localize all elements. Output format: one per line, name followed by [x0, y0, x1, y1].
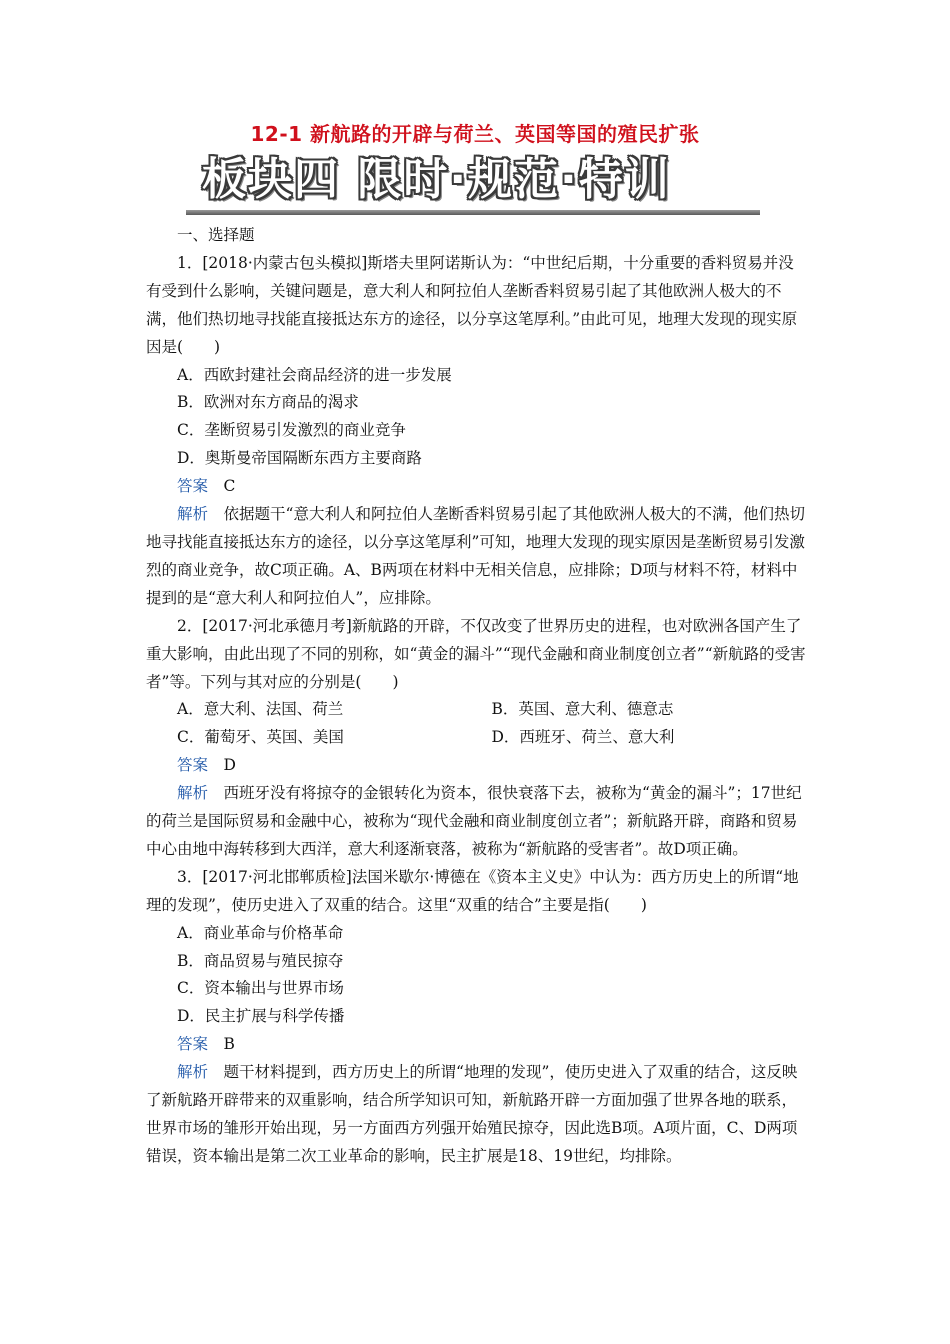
answer-label: 答案	[177, 477, 209, 496]
question-content	[146, 222, 806, 1171]
question-2-options-row-2	[146, 724, 806, 752]
analysis-text: 题干材料提到，西方历史上的所谓“地理的发现”，使历史进入了双重的结合，这反映了新航路开辟带来的双重影响，结合所学知识可知，新航路开辟一方面加强了世界各地的联系，世界市场的雏形开始出现，另一方面西方列强开始殖民掠夺，因此选B项。A项片面，C、D两项错误，资本输出是第二次工业革命的影响，民主扩展是18、19世纪，均排除。	[146, 1063, 798, 1165]
question-2-analysis	[146, 780, 806, 864]
answer-label: 答案	[177, 756, 209, 775]
question-1-option-b: B．欧洲对东方商品的渴求	[177, 393, 359, 412]
question-1-stem: 1．[2018·内蒙古包头模拟]斯塔夫里阿诺斯认为：“中世纪后期，十分重要的香料贸易并没有受到什么影响，关键问题是，意大利人和阿拉伯人垄断香料贸易引起了其他欧洲人极大的不满，他们热切地寻找能直接抵达东方的途径，以分享这笔厚利。”由此可见，地理大发现的现实原因是( )	[146, 253, 798, 356]
answer-value: D	[223, 756, 236, 775]
question-1-option-d: D．奥斯曼帝国隔断东西方主要商路	[177, 449, 422, 468]
question-1-answer	[146, 473, 806, 501]
question-2-options-row-1	[146, 696, 806, 724]
analysis-label: 解析	[177, 1063, 209, 1082]
analysis-text: 西班牙没有将掠夺的金银转化为资本，很快衰落下去，被称为“黄金的漏斗”；17世纪的荷兰是国际贸易和金融中心，被称为“现代金融和商业制度创立者”；新航路开辟，商路和贸易中心由地中海转移到大西洋，意大利逐渐衰落，被称为“新航路的受害者”。故D项正确。	[146, 784, 802, 858]
question-2-answer	[146, 752, 806, 780]
question-2-option-a: A．意大利、法国、荷兰	[177, 700, 344, 719]
question-3-option-d: D．民主扩展与科学传播	[177, 1007, 345, 1026]
question-2-option-b: B．英国、意大利、德意志	[491, 700, 674, 719]
banner-underline	[186, 210, 760, 215]
answer-value: C	[223, 477, 236, 496]
page-title: 12-1 新航路的开辟与荷兰、英国等国的殖民扩张	[250, 122, 700, 146]
analysis-label: 解析	[177, 784, 209, 803]
question-3-stem: 3．[2017·河北邯郸质检]法国米歇尔·博德在《资本主义史》中认为：西方历史上的所谓“地理的发现”，使历史进入了双重的结合。这里“双重的结合”主要是指( )	[146, 867, 799, 914]
analysis-label: 解析	[177, 505, 209, 524]
question-2-option-c: C．葡萄牙、英国、美国	[177, 728, 344, 747]
question-2-option-d: D．西班牙、荷兰、意大利	[491, 728, 675, 747]
question-1-option-a: A．西欧封建社会商品经济的进一步发展	[177, 365, 452, 384]
question-3-option-a: A．商业革命与价格革命	[177, 923, 344, 942]
question-3-answer	[146, 1031, 806, 1059]
answer-value: B	[223, 1035, 235, 1054]
analysis-text: 依据题干“意大利人和阿拉伯人垄断香料贸易引起了其他欧洲人极大的不满，他们热切地寻找能直接抵达东方的途径，以分享这笔厚利”可知，地理大发现的现实原因是垄断贸易引发激烈的商业竞争，故C项正确。A、B两项在材料中无相关信息，应排除；D项与材料不符，材料中提到的是“意大利人和阿拉伯人”，应排除。	[146, 505, 805, 607]
answer-label: 答案	[177, 1035, 209, 1054]
section-banner: 板块四 限时·规范·特训	[202, 154, 671, 205]
section-heading: 一、选择题	[177, 226, 255, 244]
question-3-option-b: B．商品贸易与殖民掠夺	[177, 951, 344, 970]
question-1-option-c: C．垄断贸易引发激烈的商业竞争	[177, 421, 406, 440]
question-3-option-c: C．资本输出与世界市场	[177, 979, 344, 998]
question-3-analysis	[146, 1059, 806, 1171]
question-1-analysis	[146, 501, 806, 613]
question-2-stem: 2．[2017·河北承德月考]新航路的开辟，不仅改变了世界历史的进程，也对欧洲各国产生了重大影响，由此出现了不同的别称，如“黄金的漏斗”“现代金融和商业制度创立者”“新航路的受害者”等。下列与其对应的分别是( )	[146, 616, 806, 691]
